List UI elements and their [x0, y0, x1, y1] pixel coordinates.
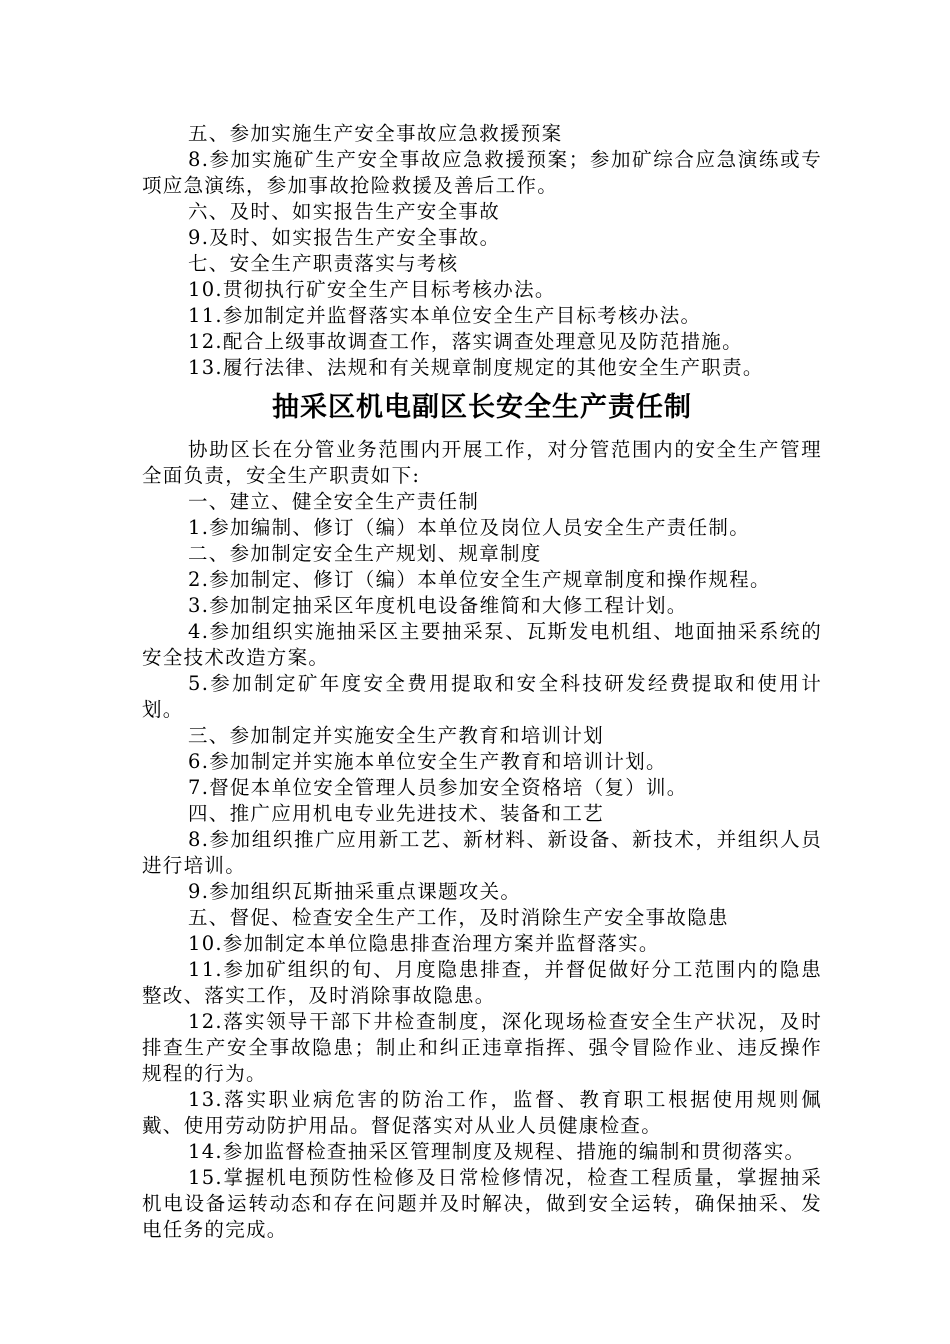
paragraph: 14.参加监督检查抽采区管理制度及规程、措施的编制和贯彻落实。	[188, 1140, 806, 1163]
paragraph: 10.贯彻执行矿安全生产目标考核办法。	[188, 278, 556, 301]
paragraph: 9.参加组织瓦斯抽采重点课题攻关。	[188, 880, 522, 903]
paragraph: 3.参加制定抽采区年度机电设备维简和大修工程计划。	[188, 594, 688, 617]
section-heading: 四、推广应用机电专业先进技术、装备和工艺	[188, 802, 605, 825]
paragraph: 9.及时、如实报告生产安全事故。	[188, 226, 501, 249]
paragraph: 11.参加制定并监督落实本单位安全生产目标考核办法。	[188, 304, 702, 327]
section-heading: 一、建立、健全安全生产责任制	[188, 490, 480, 513]
paragraph: 13.落实职业病危害的防治工作，监督、教育职工根据使用规则佩戴、使用劳动防护用品。督促落实对从业人员健康检查。	[142, 1088, 822, 1137]
section-heading: 二、参加制定安全生产规划、规章制度	[188, 542, 542, 565]
paragraph: 12.落实领导干部下井检查制度，深化现场检查安全生产状况，及时排查生产安全事故隐患；制止和纠正违章指挥、强令冒险作业、违反操作规程的行为。	[142, 1010, 822, 1085]
paragraph: 12.配合上级事故调查工作，落实调查处理意见及防范措施。	[188, 330, 743, 353]
top-section	[142, 121, 822, 381]
section-heading: 七、安全生产职责落实与考核	[188, 252, 459, 275]
paragraph: 8.参加实施矿生产安全事故应急救援预案；参加矿综合应急演练或专项应急演练，参加事故抢险救援及善后工作。	[142, 148, 822, 197]
document-title: 抽采区机电副区长安全生产责任制	[272, 392, 692, 423]
paragraph: 15.掌握机电预防性检修及日常检修情况，检查工程质量，掌握抽采机电设备运转动态和存在问题并及时解决，做到安全运转，确保抽采、发电任务的完成。	[142, 1166, 822, 1241]
paragraph: 10.参加制定本单位隐患排查治理方案并监督落实。	[188, 932, 660, 955]
paragraph: 4.参加组织实施抽采区主要抽采泵、瓦斯发电机组、地面抽采系统的安全技术改造方案。	[142, 620, 822, 669]
paragraph: 1.参加编制、修订（编）本单位及岗位人员安全生产责任制。	[188, 516, 751, 539]
paragraph: 2.参加制定、修订（编）本单位安全生产规章制度和操作规程。	[188, 568, 771, 591]
section-heading: 六、及时、如实报告生产安全事故	[188, 200, 501, 223]
paragraph: 8.参加组织推广应用新工艺、新材料、新设备、新技术，并组织人员进行培训。	[142, 828, 822, 877]
intro-paragraph: 协助区长在分管业务范围内开展工作，对分管范围内的安全生产管理全面负责，安全生产职责如下:	[142, 438, 822, 487]
section-heading: 三、参加制定并实施安全生产教育和培训计划	[188, 724, 605, 747]
paragraph: 6.参加制定并实施本单位安全生产教育和培训计划。	[188, 750, 667, 773]
paragraph: 7.督促本单位安全管理人员参加安全资格培（复）训。	[188, 776, 688, 799]
paragraph: 13.履行法律、法规和有关规章制度规定的其他安全生产职责。	[188, 356, 764, 379]
paragraph: 11.参加矿组织的旬、月度隐患排查，并督促做好分工范围内的隐患整改、落实工作，及时消除事故隐患。	[142, 958, 822, 1007]
bottom-section	[142, 437, 822, 1243]
paragraph: 5.参加制定矿年度安全费用提取和安全科技研发经费提取和使用计划。	[142, 672, 822, 721]
document-page	[142, 121, 822, 1243]
section-heading: 五、参加实施生产安全事故应急救援预案	[188, 122, 563, 145]
section-heading: 五、督促、检查安全生产工作，及时消除生产安全事故隐患	[188, 906, 729, 929]
